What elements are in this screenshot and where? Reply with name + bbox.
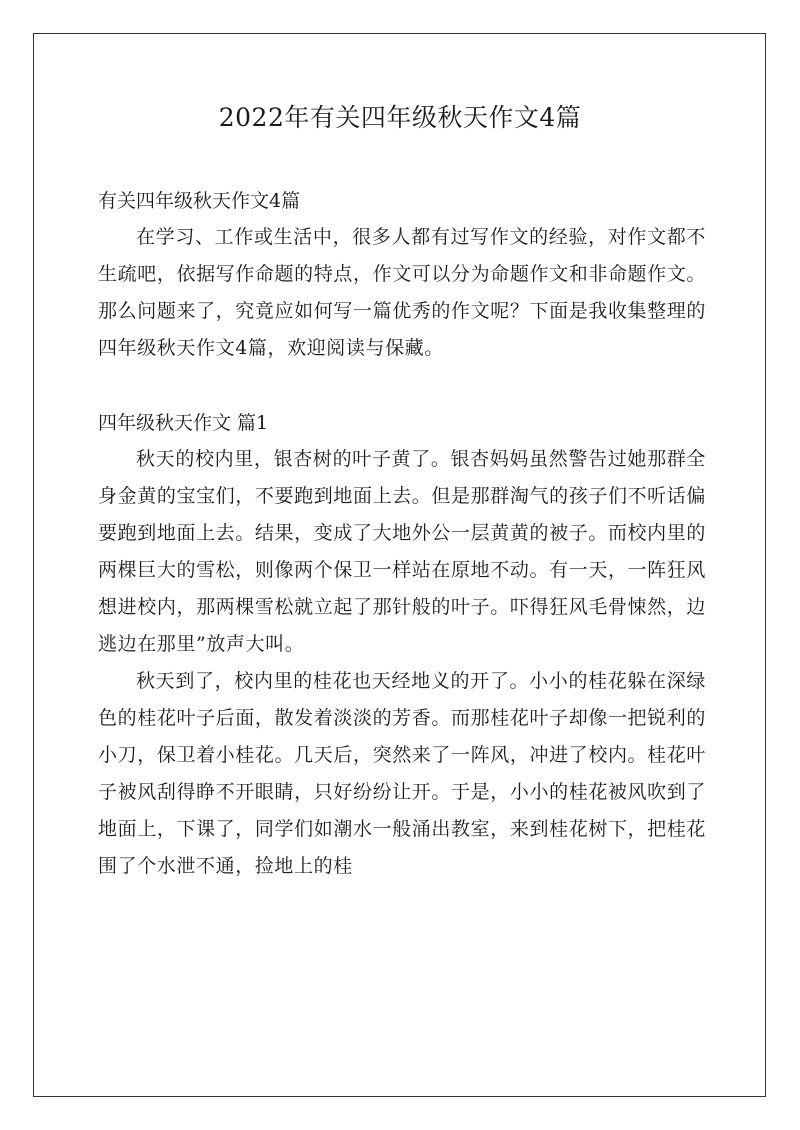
essay-1-heading: 四年级秋天作文 篇1 bbox=[98, 412, 269, 434]
intro-paragraph: 在学习、工作或生活中，很多人都有过写作文的经验，对作文都不生疏吧，依据写作命题的特点，作文可以分为命题作文和非命题作文。那么问题来了，究竟应如何写一篇优秀的作文呢？下面是我收集整理的四年级秋天作文4篇，欢迎阅读与保藏。 bbox=[98, 226, 706, 359]
essay-1-paragraph-2: 秋天到了，校内里的桂花也天经地义的开了。小小的桂花躲在深绿色的桂花叶子后面，散发着淡淡的芳香。而那桂花叶子却像一把锐利的小刀，保卫着小桂花。几天后，突然来了一阵风，冲进了校内。桂花叶子被风刮得睁不开眼睛，只好纷纷让开。于是，小小的桂花被风吹到了地面上，下课了，同学们如潮水一般涌出教室，来到桂花树下，把桂花围了个水泄不通，捡地上的桂 bbox=[98, 670, 706, 877]
document-body bbox=[98, 183, 706, 885]
document-title: 2022年有关四年级秋天作文4篇 bbox=[218, 103, 582, 132]
section-spacer bbox=[98, 367, 706, 405]
intro-heading: 有关四年级秋天作文4篇 bbox=[98, 190, 301, 212]
essay-1-paragraph-1: 秋天的校内里，银杏树的叶子黄了。银杏妈妈虽然警告过她那群全身金黄的宝宝们，不要跑到地面上去。但是那群淘气的孩子们不听话偏要跑到地面上去。结果，变成了大地外公一层黄黄的被子。而校内里的两棵巨大的雪松，则像两个保卫一样站在原地不动。有一天，一阵狂风想进校内，那两棵雪松就立起了那针般的叶子。吓得狂风毛骨悚然，边逃边在那里”放声大叫。 bbox=[98, 448, 706, 655]
